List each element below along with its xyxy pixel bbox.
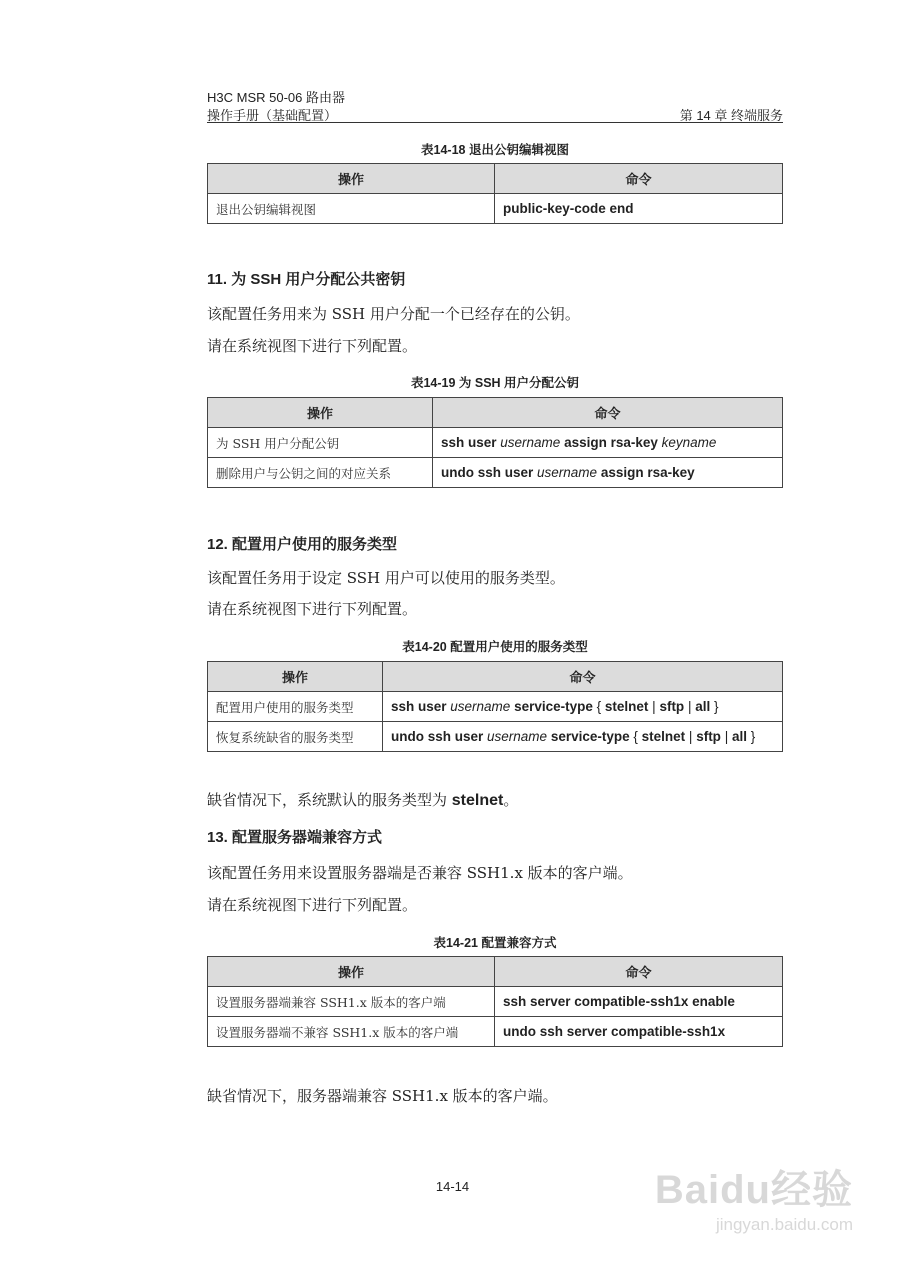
section-13-note: 缺省情况下，服务器端兼容 SSH1.x 版本的客户端。: [207, 1087, 558, 1105]
table-row: [208, 987, 783, 1017]
cmd-brace: {: [596, 699, 605, 714]
table-14-20-caption: 表14-20 配置用户使用的服务类型: [402, 640, 588, 654]
cmd-arg: username: [450, 699, 511, 714]
table-14-20: [207, 661, 783, 752]
cmd-sep: |: [684, 699, 696, 714]
cmd-cell: [433, 458, 783, 488]
note-value: stelnet: [451, 792, 504, 809]
cmd-keyword: ssh user: [391, 699, 451, 714]
section-12-p2: 请在系统视图下进行下列配置。: [207, 600, 418, 618]
op-cell: 设置服务器端兼容 SSH1.x 版本的客户端: [208, 987, 495, 1017]
col-header-cmd: 命令: [433, 398, 783, 428]
cmd-keyword: service-type: [510, 699, 597, 714]
cmd-keyword: assign rsa-key: [597, 465, 695, 480]
section-12-note: [207, 789, 518, 810]
table-14-21: [207, 956, 783, 1047]
table-row: [208, 194, 783, 224]
section-13-p2: 请在系统视图下进行下列配置。: [207, 896, 418, 914]
section-11-p2: 请在系统视图下进行下列配置。: [207, 337, 418, 355]
cmd-sep: |: [720, 729, 732, 744]
section-11-title: 11. 为 SSH 用户分配公共密钥: [207, 271, 406, 288]
col-header-cmd: 命令: [495, 957, 783, 987]
page-number: 14-14: [435, 1179, 470, 1194]
section-13-p1: 该配置任务用来设置服务器端是否兼容 SSH1.x 版本的客户端。: [207, 864, 633, 882]
note-text: 缺省情况下，系统默认的服务类型为: [207, 791, 452, 809]
cmd-keyword: undo ssh user: [441, 465, 538, 480]
cmd-cell: [383, 722, 783, 752]
section-12-title: 12. 配置用户使用的服务类型: [207, 536, 398, 553]
section-12-p1: 该配置任务用于设定 SSH 用户可以使用的服务类型。: [207, 569, 565, 587]
watermark-url: jingyan.baidu.com: [715, 1215, 853, 1234]
col-header-op: 操作: [208, 164, 495, 194]
cmd-sep: |: [685, 729, 697, 744]
table-row: [208, 692, 783, 722]
cmd-option: sftp: [659, 699, 685, 714]
table-row: [208, 1017, 783, 1047]
note-end: 。: [503, 791, 519, 809]
op-cell: 为 SSH 用户分配公钥: [208, 428, 433, 458]
cmd-option: all: [695, 699, 711, 714]
col-header-op: 操作: [208, 398, 433, 428]
cmd-brace: {: [633, 729, 642, 744]
cmd-keyword: undo ssh user: [391, 729, 488, 744]
table-row: [208, 458, 783, 488]
col-header-op: 操作: [208, 957, 495, 987]
table-14-19-caption: 表14-19 为 SSH 用户分配公钥: [410, 376, 580, 390]
op-cell: 设置服务器端不兼容 SSH1.x 版本的客户端: [208, 1017, 495, 1047]
cmd-arg: username: [500, 435, 561, 450]
cmd-arg: keyname: [661, 435, 717, 450]
table-row: [208, 722, 783, 752]
cmd-cell: [433, 428, 783, 458]
op-cell: 配置用户使用的服务类型: [208, 692, 383, 722]
op-cell: 删除用户与公钥之间的对应关系: [208, 458, 433, 488]
cmd-cell: undo ssh server compatible-ssh1x: [495, 1017, 783, 1047]
op-cell: 退出公钥编辑视图: [208, 194, 495, 224]
cmd-cell: [383, 692, 783, 722]
table-14-18-caption: 表14-18 退出公钥编辑视图: [421, 143, 569, 157]
watermark-brand: Baidu经验: [654, 1168, 853, 1212]
cmd-option: sftp: [696, 729, 721, 744]
baidu-watermark: [655, 1158, 853, 1235]
cmd-keyword: ssh user: [441, 435, 501, 450]
cmd-sep: |: [648, 699, 660, 714]
cmd-option: all: [731, 729, 747, 744]
cmd-keyword: service-type: [547, 729, 634, 744]
col-header-cmd: 命令: [495, 164, 783, 194]
section-11-p1: 该配置任务用来为 SSH 用户分配一个已经存在的公钥。: [207, 305, 580, 323]
section-13-title: 13. 配置服务器端兼容方式: [207, 829, 383, 846]
col-header-cmd: 命令: [383, 662, 783, 692]
op-cell: 恢复系统缺省的服务类型: [208, 722, 383, 752]
cmd-brace: }: [710, 699, 719, 714]
cmd-keyword: assign rsa-key: [560, 435, 662, 450]
table-row: [208, 428, 783, 458]
cmd-option: stelnet: [604, 699, 649, 714]
table-14-18: [207, 163, 783, 224]
header-product: H3C MSR 50-06 路由器: [207, 90, 345, 105]
cmd-arg: username: [537, 465, 598, 480]
table-14-19: [207, 397, 783, 488]
header-rule: [207, 122, 783, 123]
header-manual: 操作手册（基础配置）: [207, 108, 338, 123]
col-header-op: 操作: [208, 662, 383, 692]
cmd-brace: }: [746, 729, 756, 744]
cmd-cell: ssh server compatible-ssh1x enable: [495, 987, 783, 1017]
header-chapter: 第 14 章 终端服务: [679, 108, 783, 123]
cmd-arg: username: [487, 729, 548, 744]
table-14-21-caption: 表14-21 配置兼容方式: [433, 936, 557, 950]
cmd-cell: public-key-code end: [495, 194, 783, 224]
cmd-option: stelnet: [641, 729, 686, 744]
